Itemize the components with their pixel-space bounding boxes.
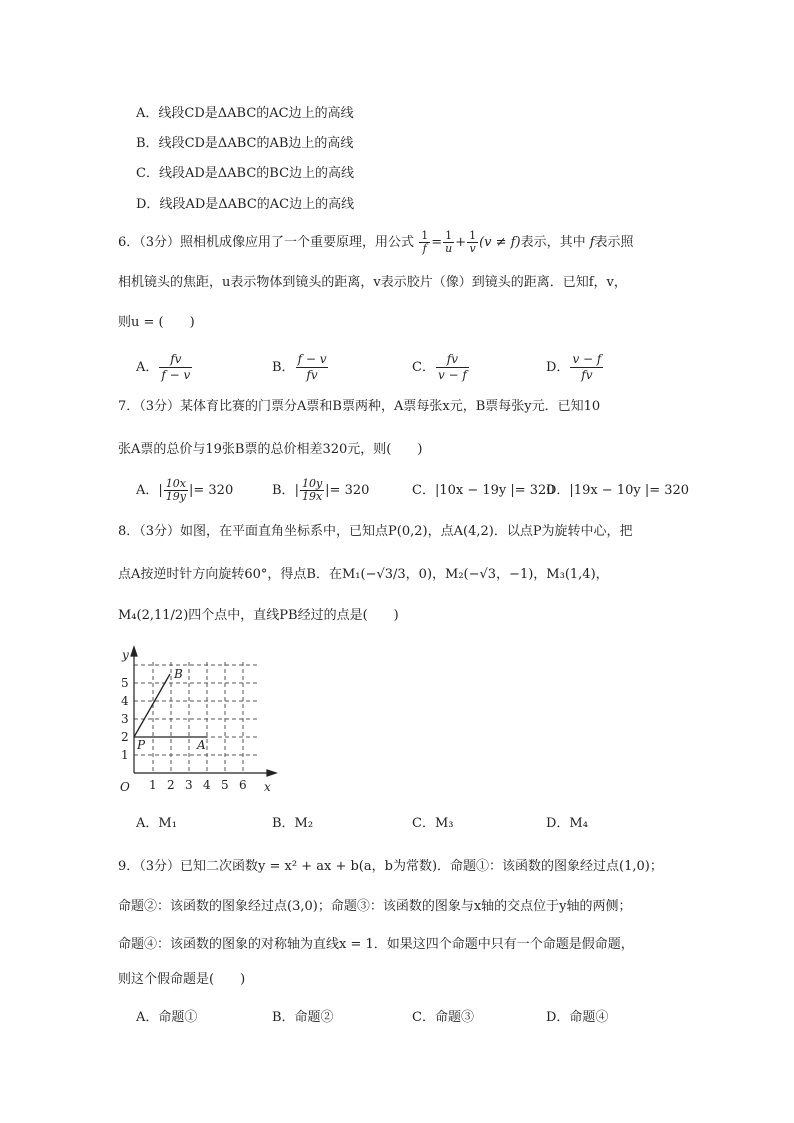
- y-axis-arrow-icon: [131, 647, 137, 656]
- y-tick: 4: [121, 694, 129, 708]
- q9-line3: 命题④：该函数的图象的对称轴为直线x = 1．如果这四个命题中只有一个命题是假命题，: [118, 937, 634, 952]
- q5-option-b[interactable]: B．线段CD是ΔABC的AB边上的高线: [136, 136, 354, 151]
- q7-line1: 7．（3分）某体育比赛的门票分A票和B票两种，A票每张x元，B票每张y元．已知10: [118, 399, 601, 414]
- point-B-label: B: [174, 667, 183, 681]
- q8-option-d[interactable]: D．M₄: [546, 816, 588, 831]
- x-tick: 5: [221, 778, 229, 792]
- q9-option-a[interactable]: A．命题①: [136, 1010, 198, 1025]
- q6-option-d[interactable]: D． $\frac{v - f}{fv}$: [546, 352, 602, 382]
- y-tick: 1: [121, 748, 129, 762]
- q9-option-d[interactable]: D．命题④: [546, 1010, 609, 1025]
- q8-line3: M₄(2,11/2)四个点中，直线PB经过的点是( ): [118, 608, 399, 623]
- q9-line2: 命题②：该函数的图象经过点(3,0)；命题③：该函数的图象与x轴的交点位于y轴的两侧；: [118, 899, 632, 914]
- q7-option-c[interactable]: C．|10x − 19y |= 320: [412, 483, 555, 498]
- x-tick: 4: [203, 778, 211, 792]
- q8-option-c[interactable]: C．M₃: [412, 816, 454, 831]
- q6-frac-f: $\frac{1}{f}$: [421, 229, 429, 255]
- q6-line1: 6．（3分）照相机成像应用了一个重要原理，用公式 $\frac{1}{f}$ = $\frac{1}{u}$ + $\frac{1}{v}$ (v ≠ f)表示，其中 f表示照: [118, 229, 634, 255]
- q6-option-c[interactable]: C． $\frac{fv}{v - f}$: [412, 352, 467, 382]
- q5-option-d[interactable]: D．线段AD是ΔABC的AC边上的高线: [136, 197, 355, 212]
- q6-frac-u: $\frac{1}{u}$: [445, 229, 453, 255]
- y-tick: 2: [121, 730, 129, 744]
- x-axis-label: x: [264, 780, 271, 794]
- x-tick: 2: [167, 778, 175, 792]
- q8-coordinate-graph: [112, 645, 282, 797]
- q9-option-b[interactable]: B．命题②: [272, 1010, 334, 1025]
- y-tick: 3: [121, 712, 129, 726]
- y-axis-label: y: [122, 648, 129, 662]
- q7-option-a[interactable]: A．| $\frac{10x}{19y}$ |= 320: [136, 477, 234, 503]
- q8-line2: 点A按逆时针方向旋转60°，得点B．在M₁(−√3/3，0)，M₂(−√3，−1)，M₃(1,4)，: [118, 567, 609, 582]
- q6-line2: 相机镜头的焦距，u表示物体到镜头的距离，v表示胶片（像）到镜头的距离．已知f，v，: [118, 275, 627, 290]
- point-P-label: P: [137, 738, 146, 752]
- q5-option-c[interactable]: C．线段AD是ΔABC的BC边上的高线: [136, 166, 355, 181]
- q9-line1: 9．（3分）已知二次函数y = x² + ax + b(a，b为常数)．命题①：该函数的图象经过点(1,0)；: [118, 859, 663, 874]
- q8-option-b[interactable]: B．M₂: [272, 816, 314, 831]
- grid-lines: [134, 662, 260, 773]
- q7-option-d[interactable]: D．|19x − 10y |= 320: [546, 483, 690, 498]
- y-tick: 5: [121, 676, 129, 690]
- q8-option-a[interactable]: A．M₁: [136, 816, 177, 831]
- q7-line2: 张A票的总价与19张B票的总价相差320元，则( ): [118, 442, 423, 457]
- x-axis-arrow-icon: [267, 770, 276, 776]
- x-tick: 1: [149, 778, 157, 792]
- q9-option-c[interactable]: C．命题③: [412, 1010, 474, 1025]
- q6-line3: 则u = ( ): [118, 315, 195, 330]
- q7-option-b[interactable]: B．| $\frac{10y}{19x}$ |= 320: [272, 477, 370, 503]
- q5-option-a[interactable]: A．线段CD是ΔABC的AC边上的高线: [136, 106, 354, 121]
- origin-label: O: [120, 780, 130, 794]
- point-A-label: A: [197, 738, 206, 752]
- q6-frac-v: $\frac{1}{v}$: [469, 229, 477, 255]
- x-tick: 6: [239, 778, 247, 792]
- x-tick: 3: [185, 778, 193, 792]
- q8-line1: 8．（3分）如图，在平面直角坐标系中，已知点P(0,2)，点A(4,2)．以点P为旋转中心，把: [118, 524, 633, 539]
- q9-line4: 则这个假命题是( ): [118, 972, 246, 987]
- q6-option-a[interactable]: A． $\frac{fv}{f - v}$: [136, 352, 191, 382]
- q6-option-b[interactable]: B． $\frac{f - v}{fv}$: [272, 352, 327, 382]
